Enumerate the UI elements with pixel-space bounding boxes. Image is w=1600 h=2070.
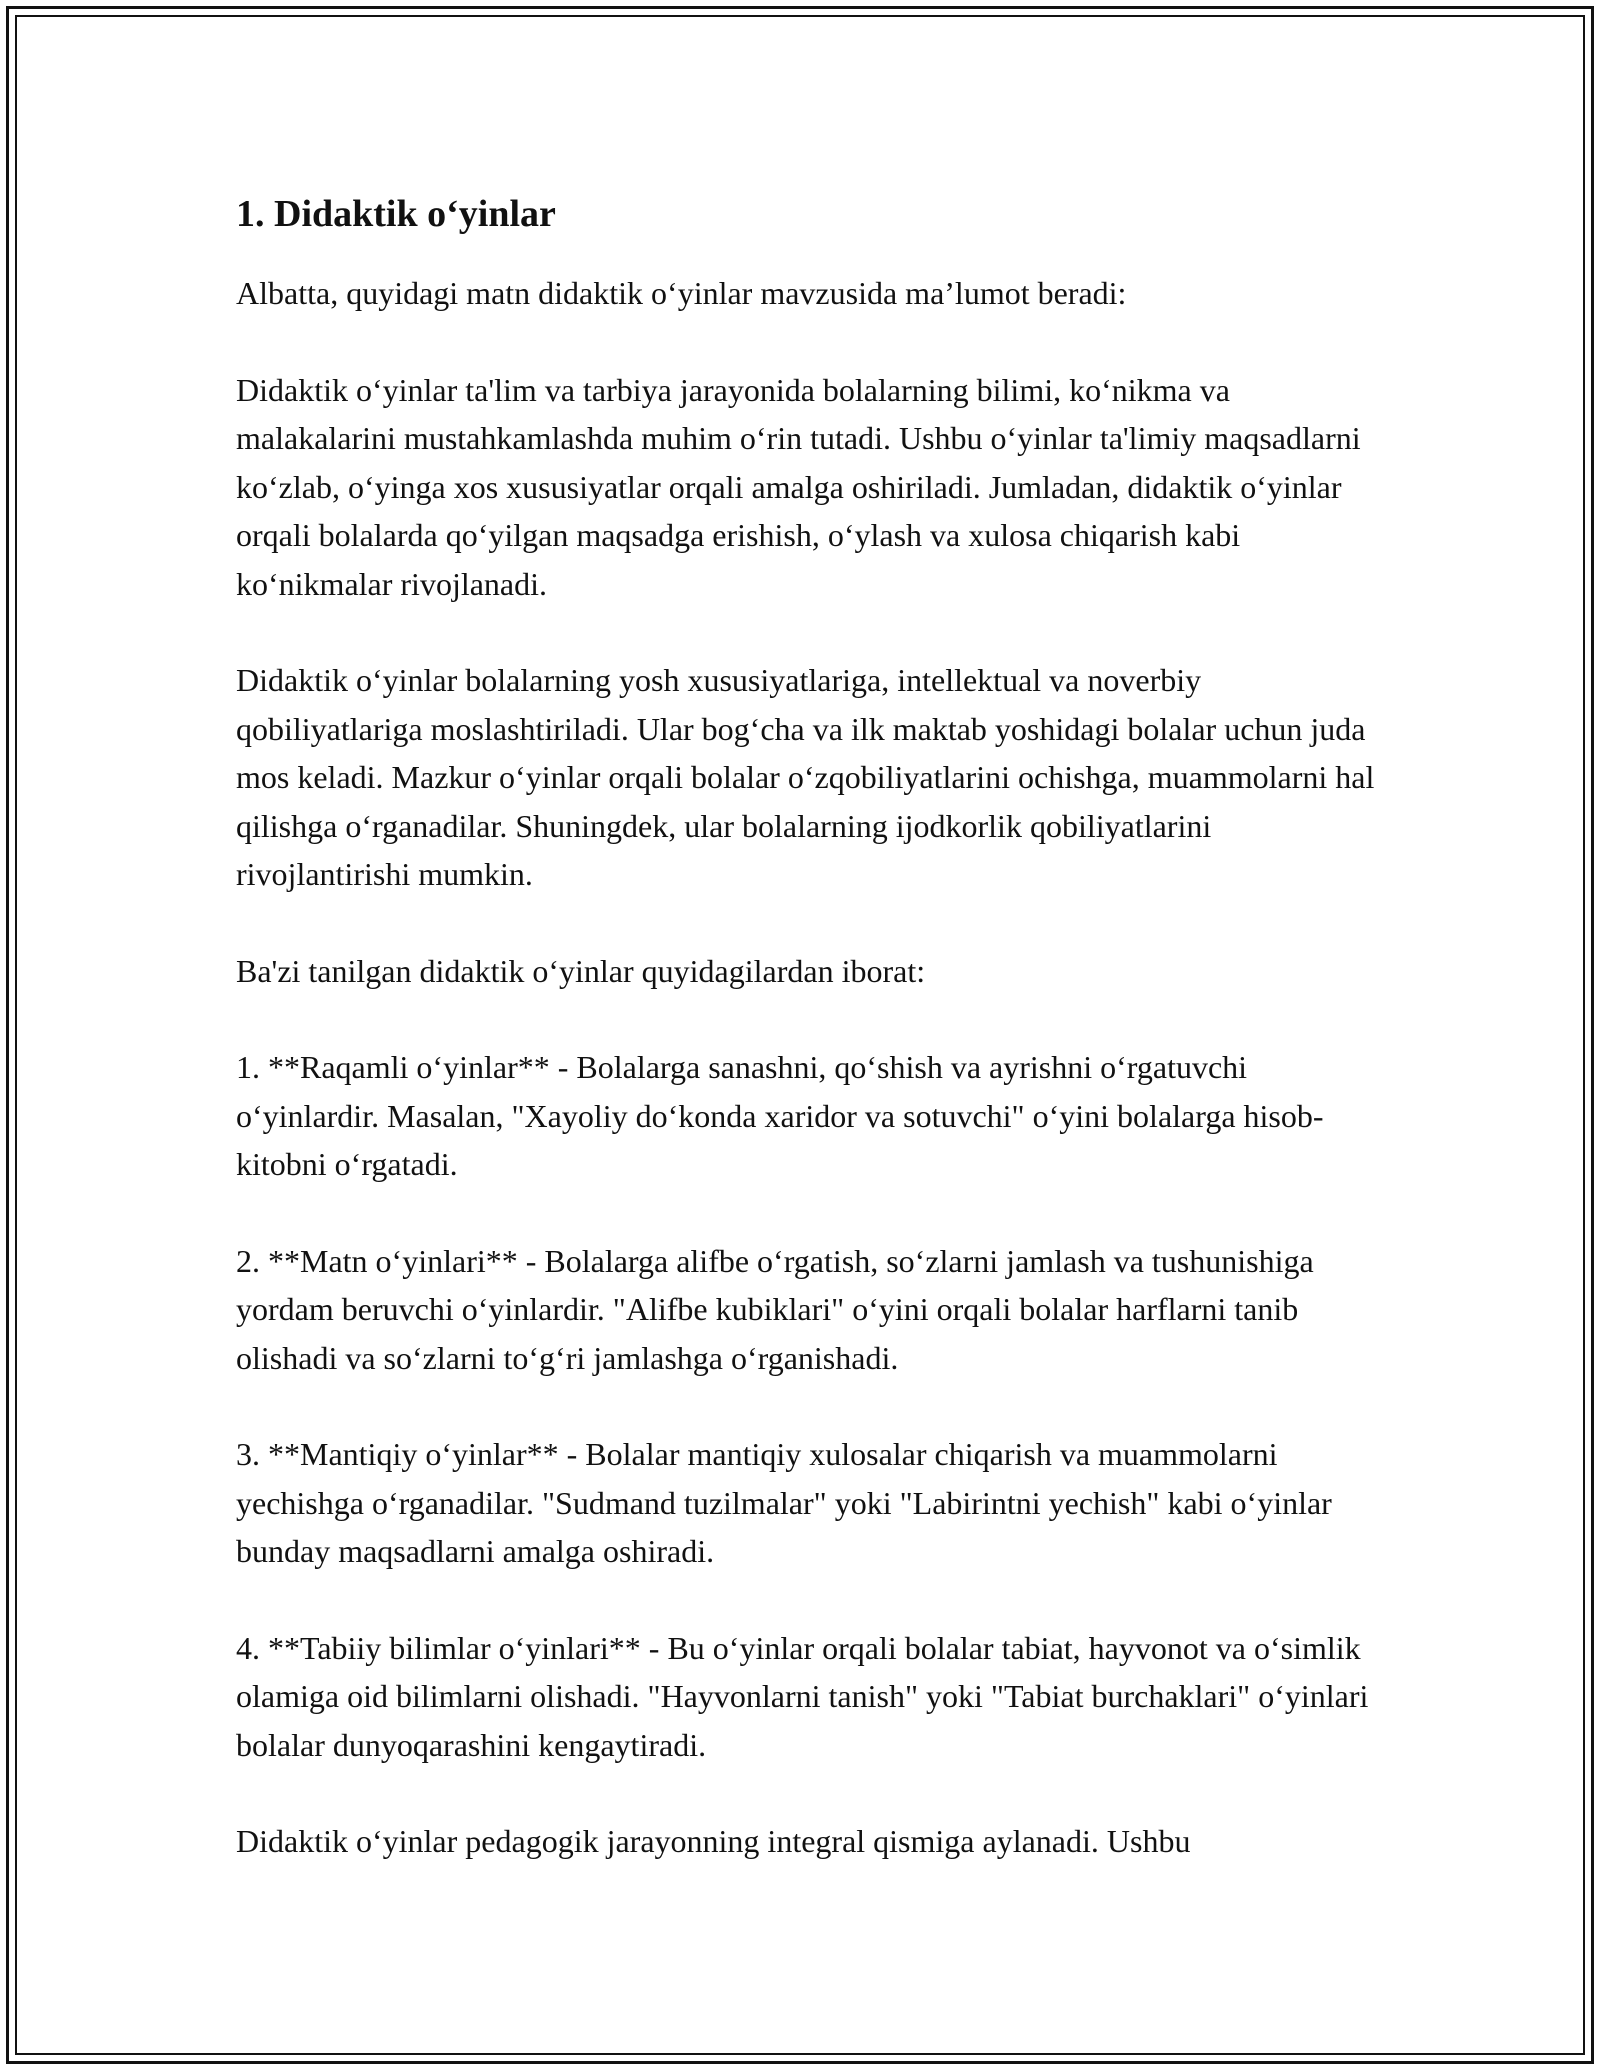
definition-paragraph: Didaktik o‘yinlar ta'lim va tarbiya jarayonida bolalarning bilimi, ko‘nikma va malakalarini mustahkamlashda muhim o‘rin tutadi. Ushbu o‘yinlar ta'limiy maqsadlarni ko‘zlab, o‘yinga xos xususiyatlar orqali amalga oshiriladi. Jumladan, didaktik o‘yinlar orqali bolalarda qo‘yilgan maqsadga erishish, o‘ylash va xulosa chiqarish kabi ko‘nikmalar rivojlanadi. xyxy=(236,371,1361,602)
document-body xyxy=(236,185,1376,1866)
list-item-logic-games: 3. **Mantiqiy o‘yinlar** - Bolalar mantiqiy xulosalar chiqarish va muammolarni yechishga o‘rganadilar. "Sudmand tuzilmalar" yoki "Labirintni yechish" kabi o‘yinlar bunday maqsadlarni amalga oshiradi. xyxy=(236,1436,1332,1569)
section-heading: 1. Didaktik o‘yinlar xyxy=(236,193,556,235)
adaptation-paragraph: Didaktik o‘yinlar bolalarning yosh xususiyatlariga, intellektual va noverbiy qobiliyatlariga moslashtiriladi. Ular bog‘cha va ilk maktab yoshidagi bolalar uchun juda mos keladi. Mazkur o‘yinlar orqali bolalar o‘zqobiliyatlarini ochishga, muammolarni hal qilishga o‘rganadilar. Shuningdek, ular bolalarning ijodkorlik qobiliyatlarini rivojlantirishi mumkin. xyxy=(236,662,1375,892)
list-intro-paragraph: Ba'zi tanilgan didaktik o‘yinlar quyidagilardan iborat: xyxy=(236,952,926,989)
list-item-numeric-games: 1. **Raqamli o‘yinlar** - Bolalarga sanashni, qo‘shish va ayrishni o‘rgatuvchi o‘yinlardir. Masalan, "Xayoliy do‘konda xaridor va sotuvchi" o‘yini bolalarga hisob-kitobni o‘rgatadi. xyxy=(236,1049,1324,1182)
list-item-nature-games: 4. **Tabiiy bilimlar o‘yinlari** - Bu o‘yinlar orqali bolalar tabiat, hayvonot va o‘simlik olamiga oid bilimlarni olishadi. "Hayvonlarni tanish" yoki "Tabiat burchaklari" o‘yinlari bolalar dunyoqarashini kengaytiradi. xyxy=(236,1629,1369,1763)
closing-paragraph: Didaktik o‘yinlar pedagogik jarayonning integral qismiga aylanadi. Ushbu xyxy=(236,1823,1191,1859)
intro-paragraph: Albatta, quyidagi matn didaktik o‘yinlar mavzusida ma’lumot beradi: xyxy=(236,275,1127,311)
list-item-text-games: 2. **Matn o‘yinlari** - Bolalarga alifbe o‘rgatish, so‘zlarni jamlash va tushunishiga yordam beruvchi o‘yinlardir. "Alifbe kubiklari" o‘yini orqali bolalar harflarni tanib olishadi va so‘zlarni to‘g‘ri jamlashga o‘rganishadi. xyxy=(236,1242,1314,1376)
